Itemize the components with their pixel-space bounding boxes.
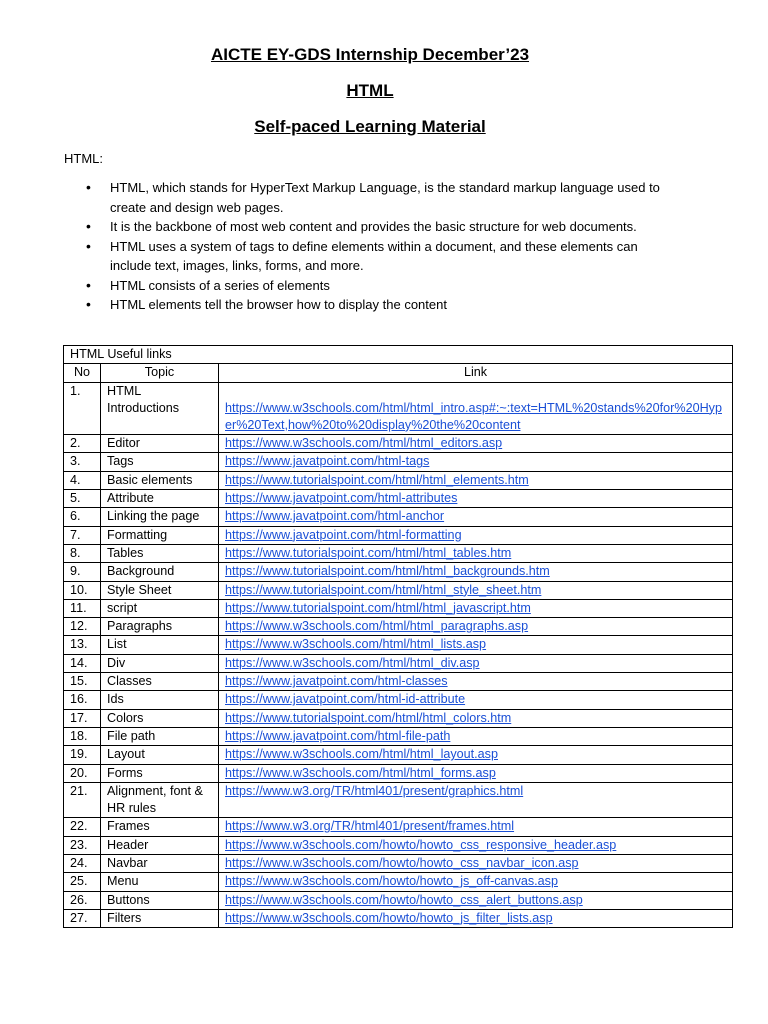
- row-topic: Classes: [101, 673, 219, 691]
- table-row: [64, 709, 733, 727]
- table-header-row: [64, 364, 733, 382]
- row-link-cell: [219, 636, 733, 654]
- document-subheading: Self-paced Learning Material: [254, 117, 486, 136]
- row-link[interactable]: https://www.javatpoint.com/html-anchor: [225, 509, 445, 524]
- row-link-cell: [219, 453, 733, 471]
- row-link-cell: [219, 836, 733, 854]
- row-number: 25.: [64, 873, 101, 891]
- table-row: [64, 435, 733, 453]
- row-topic: Background: [101, 563, 219, 581]
- row-topic: Buttons: [101, 891, 219, 909]
- row-number: 22.: [64, 818, 101, 836]
- table-row: [64, 727, 733, 745]
- row-number: 7.: [64, 526, 101, 544]
- header-no: No: [64, 364, 101, 382]
- row-link-cell: [219, 435, 733, 453]
- row-link-cell: [219, 673, 733, 691]
- row-topic: Alignment, font & HR rules: [101, 782, 219, 818]
- row-link[interactable]: https://www.w3.org/TR/html401/present/graphics.html: [225, 783, 524, 798]
- row-link[interactable]: https://www.w3schools.com/howto/howto_js_filter_lists.asp: [225, 910, 553, 925]
- row-link-cell: [219, 544, 733, 562]
- row-topic: Editor: [101, 435, 219, 453]
- table-row: [64, 691, 733, 709]
- table-row: [64, 764, 733, 782]
- row-link[interactable]: https://www.javatpoint.com/html-tags: [225, 454, 430, 469]
- table-row: [64, 782, 733, 818]
- row-topic: Attribute: [101, 490, 219, 508]
- table-row: [64, 581, 733, 599]
- row-number: 5.: [64, 490, 101, 508]
- row-link[interactable]: https://www.w3schools.com/html/html_editors.asp: [225, 436, 503, 451]
- row-topic: Layout: [101, 746, 219, 764]
- row-link[interactable]: https://www.tutorialspoint.com/html/html_elements.htm: [225, 472, 529, 487]
- intro-bullet-list: [82, 178, 662, 315]
- row-number: 17.: [64, 709, 101, 727]
- row-link[interactable]: https://www.javatpoint.com/html-classes: [225, 674, 448, 689]
- row-topic: Ids: [101, 691, 219, 709]
- row-topic: Navbar: [101, 855, 219, 873]
- row-link[interactable]: https://www.w3schools.com/html/html_paragraphs.asp: [225, 619, 529, 634]
- row-link[interactable]: https://www.tutorialspoint.com/html/html_colors.htm: [225, 710, 512, 725]
- row-number: 24.: [64, 855, 101, 873]
- table-row: [64, 490, 733, 508]
- row-number: 9.: [64, 563, 101, 581]
- row-topic: Div: [101, 654, 219, 672]
- table-row: [64, 508, 733, 526]
- row-link[interactable]: https://www.w3.org/TR/html401/present/frames.html: [225, 819, 515, 834]
- row-topic: Menu: [101, 873, 219, 891]
- row-link-cell: [219, 818, 733, 836]
- table-row: [64, 471, 733, 489]
- row-link[interactable]: https://www.javatpoint.com/html-formatting: [225, 527, 462, 542]
- row-number: 16.: [64, 691, 101, 709]
- row-link-cell: [219, 526, 733, 544]
- header-topic: Topic: [101, 364, 219, 382]
- row-topic: script: [101, 599, 219, 617]
- row-topic: HTML Introductions: [101, 382, 219, 435]
- row-link[interactable]: https://www.w3schools.com/html/html_lists.asp: [225, 637, 487, 652]
- row-link[interactable]: https://www.w3schools.com/howto/howto_css_responsive_header.asp: [225, 837, 617, 852]
- document-subtitle: HTML: [346, 81, 394, 100]
- row-link[interactable]: https://www.w3schools.com/howto/howto_css_alert_buttons.asp: [225, 892, 583, 907]
- row-link-cell: [219, 599, 733, 617]
- table-caption-row: [64, 346, 733, 364]
- row-link-cell: [219, 764, 733, 782]
- table-row: [64, 599, 733, 617]
- row-link[interactable]: https://www.tutorialspoint.com/html/html_backgrounds.htm: [225, 564, 550, 579]
- row-link-cell: [219, 746, 733, 764]
- bullet-item: • HTML elements tell the browser how to display the content: [82, 295, 662, 315]
- table-row: [64, 544, 733, 562]
- row-number: 23.: [64, 836, 101, 854]
- row-link[interactable]: https://www.javatpoint.com/html-attributes: [225, 491, 458, 506]
- row-topic: Colors: [101, 709, 219, 727]
- row-link-cell: [219, 581, 733, 599]
- row-link[interactable]: https://www.tutorialspoint.com/html/html_javascript.htm: [225, 600, 531, 615]
- row-link-cell: [219, 508, 733, 526]
- row-number: 1.: [64, 382, 101, 435]
- row-link[interactable]: https://www.javatpoint.com/html-file-path: [225, 728, 451, 743]
- row-link-cell: [219, 782, 733, 818]
- row-topic: Paragraphs: [101, 618, 219, 636]
- table-row: [64, 836, 733, 854]
- row-topic: Tables: [101, 544, 219, 562]
- row-topic: Forms: [101, 764, 219, 782]
- row-link-cell: [219, 471, 733, 489]
- table-row: [64, 618, 733, 636]
- intro-label: HTML:: [64, 151, 103, 166]
- table-caption: HTML Useful links: [64, 346, 733, 364]
- row-topic: Tags: [101, 453, 219, 471]
- table-row: [64, 873, 733, 891]
- row-number: 10.: [64, 581, 101, 599]
- table-row: [64, 526, 733, 544]
- row-link-cell: [219, 654, 733, 672]
- row-topic: Linking the page: [101, 508, 219, 526]
- row-link[interactable]: https://www.w3schools.com/html/html_forms.asp: [225, 765, 496, 780]
- table-row: [64, 654, 733, 672]
- row-link-cell: [219, 490, 733, 508]
- row-link-cell: [219, 563, 733, 581]
- row-number: 2.: [64, 435, 101, 453]
- row-topic: Formatting: [101, 526, 219, 544]
- table-row: [64, 636, 733, 654]
- row-number: 11.: [64, 599, 101, 617]
- row-topic: Frames: [101, 818, 219, 836]
- row-link[interactable]: https://www.w3schools.com/html/html_layout.asp: [225, 747, 498, 762]
- row-number: 26.: [64, 891, 101, 909]
- row-topic: Filters: [101, 909, 219, 927]
- row-topic: Basic elements: [101, 471, 219, 489]
- row-link[interactable]: https://www.tutorialspoint.com/html/html_tables.htm: [225, 545, 512, 560]
- row-link-cell: [219, 909, 733, 927]
- row-number: 12.: [64, 618, 101, 636]
- row-number: 18.: [64, 727, 101, 745]
- table-row: [64, 746, 733, 764]
- row-number: 19.: [64, 746, 101, 764]
- row-topic: File path: [101, 727, 219, 745]
- row-number: 6.: [64, 508, 101, 526]
- row-number: 20.: [64, 764, 101, 782]
- row-number: 27.: [64, 909, 101, 927]
- header-link: Link: [219, 364, 733, 382]
- row-link-cell: [219, 618, 733, 636]
- row-topic: List: [101, 636, 219, 654]
- table-row: [64, 382, 733, 435]
- row-number: 3.: [64, 453, 101, 471]
- bullet-item: • HTML uses a system of tags to define elements within a document, and these elements can include text, images, links, forms, and more.: [82, 237, 662, 276]
- row-number: 13.: [64, 636, 101, 654]
- bullet-item: • HTML consists of a series of elements: [82, 276, 662, 296]
- table-row: [64, 909, 733, 927]
- row-link-cell: [219, 709, 733, 727]
- row-link-cell: [219, 873, 733, 891]
- row-link-cell: [219, 727, 733, 745]
- row-number: 15.: [64, 673, 101, 691]
- row-link[interactable]: https://www.w3schools.com/html/html_intro.asp#:~:text=HTML%20stands%20for%20Hyper%20Text,how%20to%20display%20the%20content: [225, 400, 722, 432]
- bullet-item: • It is the backbone of most web content and provides the basic structure for web documents.: [82, 217, 662, 237]
- useful-links-table: [63, 345, 733, 928]
- row-topic: Header: [101, 836, 219, 854]
- document-title: AICTE EY-GDS Internship December’23: [210, 45, 530, 64]
- table-row: [64, 855, 733, 873]
- row-topic: Style Sheet: [101, 581, 219, 599]
- row-number: 21.: [64, 782, 101, 818]
- table-row: [64, 818, 733, 836]
- row-link-cell: [219, 691, 733, 709]
- table-row: [64, 891, 733, 909]
- row-link[interactable]: https://www.w3schools.com/howto/howto_css_navbar_icon.asp: [225, 856, 579, 871]
- row-link-cell: [219, 382, 733, 435]
- row-link-cell: [219, 855, 733, 873]
- row-number: 14.: [64, 654, 101, 672]
- row-link[interactable]: https://www.w3schools.com/html/html_div.asp: [225, 655, 480, 670]
- row-link-cell: [219, 891, 733, 909]
- table-row: [64, 673, 733, 691]
- table-row: [64, 563, 733, 581]
- row-link[interactable]: https://www.javatpoint.com/html-id-attribute: [225, 692, 466, 707]
- row-number: 4.: [64, 471, 101, 489]
- row-link[interactable]: https://www.w3schools.com/howto/howto_js_off-canvas.asp: [225, 874, 558, 889]
- bullet-item: • HTML, which stands for HyperText Markup Language, is the standard markup language used to create and design web pages.: [82, 178, 662, 217]
- table-row: [64, 453, 733, 471]
- row-number: 8.: [64, 544, 101, 562]
- row-link[interactable]: https://www.tutorialspoint.com/html/html_style_sheet.htm: [225, 582, 542, 597]
